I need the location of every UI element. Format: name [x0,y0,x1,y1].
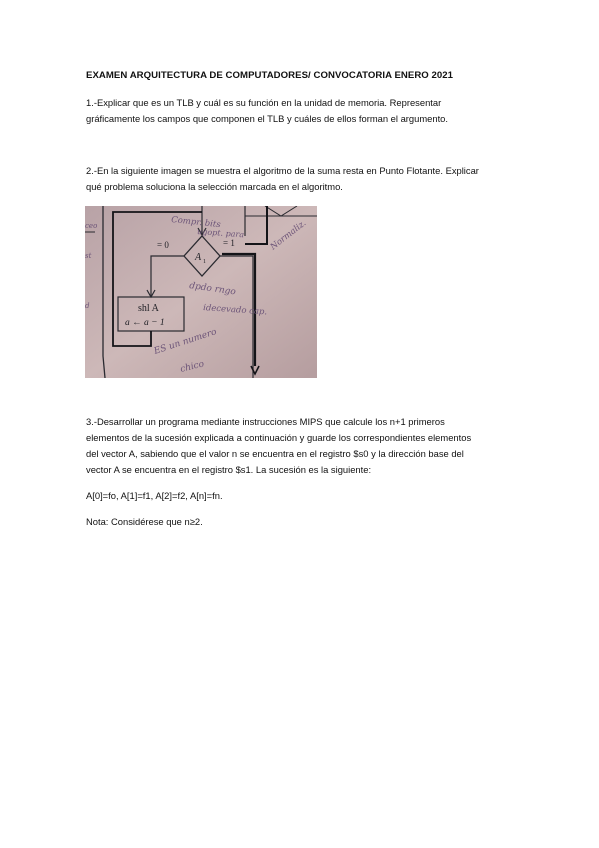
sequence-text: A[0]=fo, A[1]=f1, A[2]=f2, A[n]=fn. [86,490,223,501]
action-box-line-2: a ← a − 1 [125,318,165,328]
exam-title: EXAMEN ARQUITECTURA DE COMPUTADORES/ CONVOCATORIA ENERO 2021 [86,70,454,81]
svg-text:d: d [85,302,90,310]
decision-subscript: 1 [203,259,206,265]
question-1-line: gráficamente los campos que componen el TLB y cuáles de ellos forman el argumento. [86,113,449,124]
note-bottom: ES un numero [152,327,218,357]
note-right: Normaliz. [268,218,309,253]
svg-text:ceo: ceo [85,222,98,230]
note-middle: dpdo rngo [188,281,237,298]
sequence-definition [86,488,516,504]
note-middle-2: idecevado cap. [202,303,268,318]
question-3-line: 3.-Desarrollar un programa mediante instrucciones MIPS que calcule los n+1 primeros [86,416,445,427]
question-1-line: 1.-Explicar que es un TLB y cuál es su función en la unidad de memoria. Representar [86,97,442,108]
note-top-2: ugopt. para [196,227,245,240]
flowchart-photo [85,206,317,378]
question-3 [86,414,516,478]
note [86,514,516,530]
question-1 [86,95,516,127]
question-2 [86,163,516,195]
action-box-line-1: shl A [138,303,159,314]
note-top: Compr. bits [170,215,222,231]
question-2-line: 2.-En la siguiente imagen se muestra el algoritmo de la suma resta en Punto Flotante. Explicar [86,165,479,176]
note-text: Nota: Considérese que n≥2. [86,516,203,527]
branch-left-label: = 0 [157,240,169,250]
question-2-line: qué problema soluciona la selección marcada en el algoritmo. [86,181,343,192]
flowchart-photo-graphic [85,206,317,378]
question-3-line: vector A se encuentra en el registro $s1. La sucesión es la siguiente: [86,464,372,475]
question-3-line: elementos de la sucesión explicada a continuación y guarde los correspondientes elementos [86,432,472,443]
svg-text:st: st [85,252,92,260]
decision-label: A [195,252,202,263]
branch-right-label: = 1 [223,238,235,248]
note-bottom-2: chico [179,359,206,375]
question-3-line: del vector A, sabiendo que el valor n se encuentra en el registro $s0 y la dirección base del [86,448,464,459]
